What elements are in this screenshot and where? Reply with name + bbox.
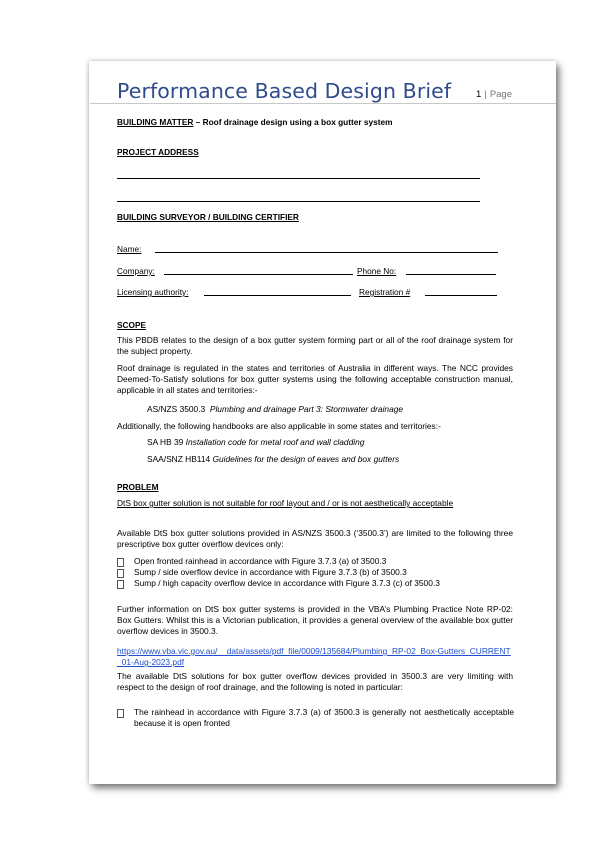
problem-statement: DtS box gutter solution is not suitable for roof layout and / or is not aesthetically acceptable: [117, 498, 454, 508]
registration-field[interactable]: [425, 295, 497, 296]
building-matter-line: [117, 117, 393, 127]
list-item-text: Sump / side overflow device in accordance with Figure 3.7.3 (b) of 3500.3: [134, 567, 407, 577]
building-matter-label: BUILDING MATTER: [117, 117, 194, 127]
reference-1-title: Plumbing and drainage Part 3: Stormwater drainage: [209, 404, 404, 414]
problem-paragraph-2: Further information on DtS box gutter systems is provided in the VBA’s Plumbing Practice Note RP-02: Box Gutters. Whilst this is a Victorian publication, it provides a general overview of the available box gutter overflow devices in 3500.3.: [117, 604, 513, 637]
project-address-heading: PROJECT ADDRESS: [117, 147, 199, 157]
bullet-icon: [117, 558, 124, 567]
scope-heading: SCOPE: [117, 320, 147, 330]
list-item-text: The rainhead in accordance with Figure 3.7.3 (a) of 3500.3 is generally not aesthetically acceptable because it is open fronted: [134, 707, 514, 729]
licensing-label: Licensing authority:: [117, 287, 189, 297]
licensing-field[interactable]: [204, 295, 351, 296]
header-rule: [90, 103, 556, 104]
reference-2-code: SA HB 39: [147, 437, 184, 447]
reference-3-code: SAA/SNZ HB114: [147, 454, 211, 464]
registration-label: Registration #: [359, 287, 411, 297]
company-label: Company:: [117, 266, 155, 276]
list-item: [117, 578, 514, 602]
list-item-text: Sump / high capacity overflow device in accordance with Figure 3.7.3 (c) of 3500.3: [134, 578, 440, 588]
scope-reference-2: [147, 437, 364, 447]
list-item-text: Open fronted rainhead in accordance with Figure 3.7.3 (a) of 3500.3: [134, 556, 387, 566]
company-field[interactable]: [164, 274, 353, 275]
problem-paragraph-1: Available DtS box gutter solutions provided in AS/NZS 3500.3 (‘3500.3’) are limited to the following three prescriptive box gutter overflow devices only:: [117, 528, 513, 550]
project-address-line-2[interactable]: [117, 201, 480, 202]
bullet-icon: [117, 709, 124, 718]
page-word: Page: [489, 89, 512, 100]
surveyor-heading: BUILDING SURVEYOR / BUILDING CERTIFIER: [117, 212, 299, 222]
document-page: [89, 61, 556, 784]
problem-paragraph-3: The available DtS solutions for box gutter overflow devices provided in 3500.3 are very limiting with respect to the design of roof drainage, and the following is noted in particular:: [117, 671, 513, 693]
phone-field[interactable]: [406, 274, 496, 275]
scope-paragraph-2: Roof drainage is regulated in the states and territories of Australia in different ways. The NCC provides Deemed-To-Satisfy solutions for box gutter systems using the following acceptable construction manual, applicable in all states and territories:-: [117, 363, 513, 396]
project-address-line-1[interactable]: [117, 178, 480, 179]
name-label: Name:: [117, 244, 142, 254]
scope-paragraph-3: Additionally, the following handbooks are also applicable in some states and territories:-: [117, 421, 441, 431]
scope-reference-3: [147, 454, 399, 464]
vba-practice-note-link[interactable]: https://www.vba.vic.gov.au/__data/assets/pdf_file/0009/135684/Plumbing_RP-02_Box-Gutters_CURRENT_01-Aug-2023.pdf: [117, 646, 511, 668]
problem-heading: PROBLEM: [117, 482, 159, 492]
bullet-icon: [117, 569, 124, 578]
phone-label: Phone No:: [357, 266, 397, 276]
page-number-value: 1: [476, 89, 482, 100]
reference-1-code: AS/NZS 3500.3: [147, 404, 206, 414]
bullet-icon: [117, 580, 124, 589]
page-separator: |: [484, 89, 487, 100]
scope-paragraph-1: This PBDB relates to the design of a box gutter system forming part or all of the roof drainage system for the subject property.: [117, 335, 513, 357]
name-field[interactable]: [155, 252, 498, 253]
reference-2-title: Installation code for metal roof and wall cladding: [185, 437, 365, 447]
document-title: Performance Based Design Brief: [117, 79, 452, 103]
page-number: [476, 89, 512, 100]
scope-reference-1: [147, 404, 403, 414]
building-matter-text: – Roof drainage design using a box gutter system: [193, 117, 393, 127]
list-item: [117, 707, 514, 731]
reference-3-title: Guidelines for the design of eaves and box gutters: [212, 454, 400, 464]
